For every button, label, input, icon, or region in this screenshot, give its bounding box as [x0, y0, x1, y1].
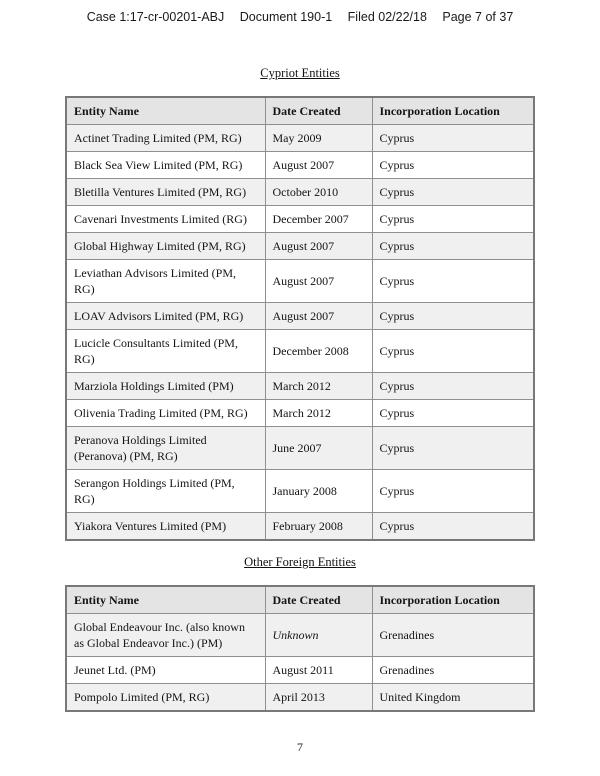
table-row: [66, 303, 534, 330]
cell-date-created: February 2008: [265, 513, 372, 541]
cell-date-created: March 2012: [265, 400, 372, 427]
cell-date-created: October 2010: [265, 179, 372, 206]
cell-entity-name: Cavenari Investments Limited (RG): [66, 206, 265, 233]
cell-entity-name: Pompolo Limited (PM, RG): [66, 684, 265, 712]
cell-date-created: Unknown: [265, 614, 372, 657]
cell-incorporation-location: Cyprus: [372, 400, 534, 427]
cell-date-created: May 2009: [265, 125, 372, 152]
table-row: [66, 260, 534, 303]
filed-date: Filed 02/22/18: [347, 10, 427, 24]
table-row: [66, 470, 534, 513]
table-row: [66, 427, 534, 470]
cell-entity-name: Olivenia Trading Limited (PM, RG): [66, 400, 265, 427]
section-title-other-foreign-entities: Other Foreign Entities: [244, 555, 356, 569]
table-row: [66, 657, 534, 684]
table-row: [66, 206, 534, 233]
cell-incorporation-location: Grenadines: [372, 614, 534, 657]
cell-date-created: August 2007: [265, 260, 372, 303]
cell-date-created: March 2012: [265, 373, 372, 400]
table-row: [66, 513, 534, 541]
table-header-row: [66, 97, 534, 125]
cell-incorporation-location: Cyprus: [372, 513, 534, 541]
table-row: [66, 179, 534, 206]
cell-entity-name: Marziola Holdings Limited (PM): [66, 373, 265, 400]
table-row: [66, 614, 534, 657]
cypriot-entities-table: [65, 96, 535, 541]
table-row: [66, 125, 534, 152]
section-title-cypriot-entities: Cypriot Entities: [260, 66, 340, 80]
cell-entity-name: Lucicle Consultants Limited (PM, RG): [66, 330, 265, 373]
cell-incorporation-location: Cyprus: [372, 373, 534, 400]
column-header-incorporation-location: Incorporation Location: [372, 97, 534, 125]
cell-date-created: August 2007: [265, 303, 372, 330]
cell-incorporation-location: Cyprus: [372, 427, 534, 470]
table-row: [66, 233, 534, 260]
page-indicator: Page 7 of 37: [442, 10, 514, 24]
column-header-date-created: Date Created: [265, 586, 372, 614]
column-header-incorporation-location: Incorporation Location: [372, 586, 534, 614]
cell-incorporation-location: Cyprus: [372, 179, 534, 206]
cell-date-created: August 2007: [265, 233, 372, 260]
case-number: Case 1:17-cr-00201-ABJ: [86, 10, 225, 24]
column-header-date-created: Date Created: [265, 97, 372, 125]
cell-date-created: August 2011: [265, 657, 372, 684]
cell-incorporation-location: Cyprus: [372, 303, 534, 330]
table-row: [66, 684, 534, 712]
cell-incorporation-location: Cyprus: [372, 152, 534, 179]
cell-incorporation-location: Cyprus: [372, 125, 534, 152]
cell-entity-name: Global Highway Limited (PM, RG): [66, 233, 265, 260]
cell-entity-name: Serangon Holdings Limited (PM, RG): [66, 470, 265, 513]
cell-entity-name: Jeunet Ltd. (PM): [66, 657, 265, 684]
cell-incorporation-location: Cyprus: [372, 206, 534, 233]
case-caption-header: [0, 0, 600, 24]
table-row: [66, 330, 534, 373]
cell-entity-name: Actinet Trading Limited (PM, RG): [66, 125, 265, 152]
cell-date-created: August 2007: [265, 152, 372, 179]
cell-date-created: December 2007: [265, 206, 372, 233]
table-row: [66, 152, 534, 179]
cell-date-created: April 2013: [265, 684, 372, 712]
cell-date-created: January 2008: [265, 470, 372, 513]
cell-incorporation-location: Cyprus: [372, 233, 534, 260]
cell-incorporation-location: Grenadines: [372, 657, 534, 684]
table-row: [66, 400, 534, 427]
cell-entity-name: Black Sea View Limited (PM, RG): [66, 152, 265, 179]
other-foreign-entities-table: [65, 585, 535, 712]
cell-entity-name: Yiakora Ventures Limited (PM): [66, 513, 265, 541]
cell-date-created: June 2007: [265, 427, 372, 470]
cell-entity-name: Leviathan Advisors Limited (PM, RG): [66, 260, 265, 303]
document-number: Document 190-1: [239, 10, 333, 24]
cell-incorporation-location: United Kingdom: [372, 684, 534, 712]
cell-entity-name: Peranova Holdings Limited (Peranova) (PM, RG): [66, 427, 265, 470]
page-number: 7: [297, 740, 303, 754]
cell-entity-name: Bletilla Ventures Limited (PM, RG): [66, 179, 265, 206]
cell-incorporation-location: Cyprus: [372, 330, 534, 373]
table-header-row: [66, 586, 534, 614]
column-header-entity-name: Entity Name: [66, 97, 265, 125]
column-header-entity-name: Entity Name: [66, 586, 265, 614]
cell-entity-name: LOAV Advisors Limited (PM, RG): [66, 303, 265, 330]
cell-incorporation-location: Cyprus: [372, 260, 534, 303]
cell-date-created: December 2008: [265, 330, 372, 373]
cell-entity-name: Global Endeavour Inc. (also known as Global Endeavor Inc.) (PM): [66, 614, 265, 657]
cell-incorporation-location: Cyprus: [372, 470, 534, 513]
table-row: [66, 373, 534, 400]
